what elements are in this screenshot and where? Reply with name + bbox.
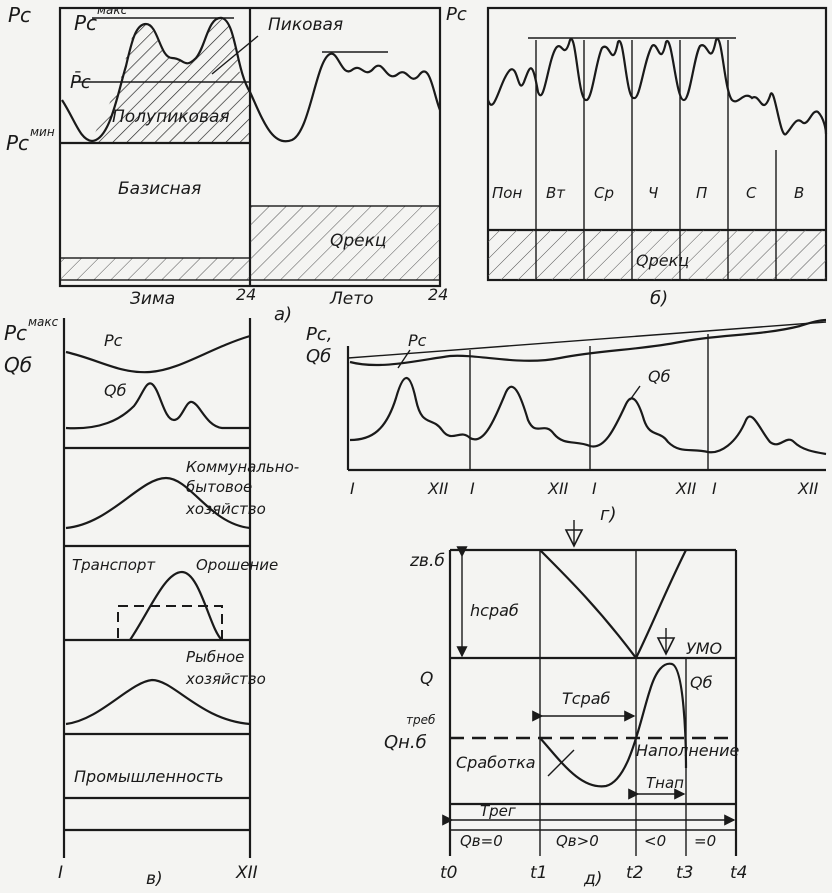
panel-v-pc-label: Pс [104, 331, 123, 350]
reservoir-level-curve [540, 550, 686, 658]
day-thu: Ч [648, 184, 659, 202]
panel-g-tag: г) [600, 504, 617, 525]
panel-v-x-start: I [58, 863, 64, 883]
panel-v-qb-label: Qб [104, 381, 127, 400]
summer-load-curve [250, 54, 440, 142]
panel-g-qb-label: Qб [648, 367, 671, 386]
summer-qrec-label: Qрекц [330, 231, 387, 251]
day-fri: П [696, 184, 708, 202]
panel-d [384, 520, 747, 889]
panel-g [306, 320, 826, 525]
weekly-load-curve [488, 39, 826, 135]
multiyear-qb-curve [350, 378, 826, 454]
peak-label: Пиковая [268, 15, 344, 35]
panel-b-tag: б) [650, 288, 669, 309]
panel-g-tick-8: XII [798, 479, 819, 498]
h-drawdown-label: hсраб [470, 601, 519, 620]
irrigation-label: Орошение [196, 556, 279, 574]
base-label: Базисная [118, 179, 202, 199]
t-reg-label: Tрег [480, 802, 516, 820]
panel-b-y-axis-label: Pс [446, 4, 467, 25]
panel-g-tick-6: XII [676, 479, 697, 498]
z-level-label: zв.б [410, 551, 445, 571]
panel-d-tag: д) [584, 869, 603, 889]
panel-v-y2-label: Qб [4, 353, 33, 377]
panel-v [4, 315, 299, 889]
day-sun: В [794, 184, 805, 202]
panel-g-y2-label: Qб [306, 346, 332, 367]
t1-label: t1 [530, 863, 548, 883]
pmin-label: Pс [6, 131, 30, 155]
pmax-label: Pс [74, 11, 98, 35]
t-filling-label: Tнап [646, 774, 684, 792]
required-flow-sup: треб [406, 713, 436, 727]
inflow-curve [540, 664, 686, 787]
cond-negative: <0 [644, 832, 667, 850]
panel-g-tick-3: I [470, 479, 475, 498]
fishery-label-2: хозяйство [186, 670, 266, 688]
day-wed: Ср [594, 184, 614, 202]
t2-label: t2 [626, 863, 644, 883]
required-flow-label: Qн.б [384, 732, 427, 753]
pavg-label: P̄с [70, 72, 91, 93]
communal-label-1: Коммунально- [186, 458, 300, 476]
cond-positive-inflow: Qв>0 [556, 832, 599, 850]
monthly-qb-curve [66, 383, 250, 428]
hour-24-winter: 24 [236, 285, 257, 304]
panel-v-tag: в) [146, 869, 163, 889]
day-tue: Вт [546, 184, 566, 202]
panel-a-y-axis-label: Pс [8, 3, 32, 27]
panel-g-tick-7: I [712, 479, 717, 498]
filling-label: Наполнение [636, 741, 740, 760]
pmax-sup: макс [97, 3, 128, 17]
panel-g-tick-1: I [350, 479, 355, 498]
winter-label: Зима [130, 289, 176, 309]
panel-v-y1-sup: макс [28, 315, 59, 329]
communal-label-2: бытовое [186, 478, 253, 496]
summer-label: Лето [330, 289, 374, 309]
communal-label-3: хозяйство [186, 500, 266, 518]
hour-24-summer: 24 [428, 285, 449, 304]
t3-label: t3 [676, 863, 694, 883]
panel-g-pc-label: Pс [408, 331, 427, 350]
panel-d-q-label: Q [420, 669, 434, 689]
panel-g-tick-2: XII [428, 479, 449, 498]
panel-a [6, 3, 448, 325]
umo-label: УМО [686, 639, 723, 658]
panel-g-tick-4: XII [548, 479, 569, 498]
t4-label: t4 [730, 863, 748, 883]
panel-d-qb-label: Qб [690, 673, 713, 692]
panel-g-qb-leader [630, 386, 640, 400]
cond-zero-inflow: Qв=0 [460, 832, 503, 850]
t0-label: t0 [440, 863, 458, 883]
panel-b-qrec-label: Qрекц [636, 251, 690, 270]
day-sat: С [746, 184, 757, 202]
monthly-pc-curve [66, 336, 250, 372]
t-drawdown-label: Tсраб [562, 689, 611, 708]
panel-g-tick-5: I [592, 479, 597, 498]
panel-v-y1-label: Pс [4, 321, 28, 345]
panel-g-y1-label: Pс, [306, 324, 333, 345]
drawdown-label: Сработка [456, 753, 536, 772]
panel-a-tag: а) [274, 304, 293, 325]
transport-label: Транспорт [72, 556, 156, 574]
winter-qrec-band [60, 258, 250, 280]
panel-v-x-end: XII [236, 863, 258, 883]
panel-b [446, 4, 826, 309]
day-mon: Пон [492, 184, 523, 202]
semipeak-label: Полупиковая [112, 107, 230, 127]
fishery-label-1: Рыбное [186, 648, 245, 666]
pmin-sup: мин [30, 125, 55, 139]
industry-label: Промышленность [74, 767, 224, 786]
panel-g-pc-leader [398, 350, 410, 368]
cond-zero: =0 [694, 832, 717, 850]
